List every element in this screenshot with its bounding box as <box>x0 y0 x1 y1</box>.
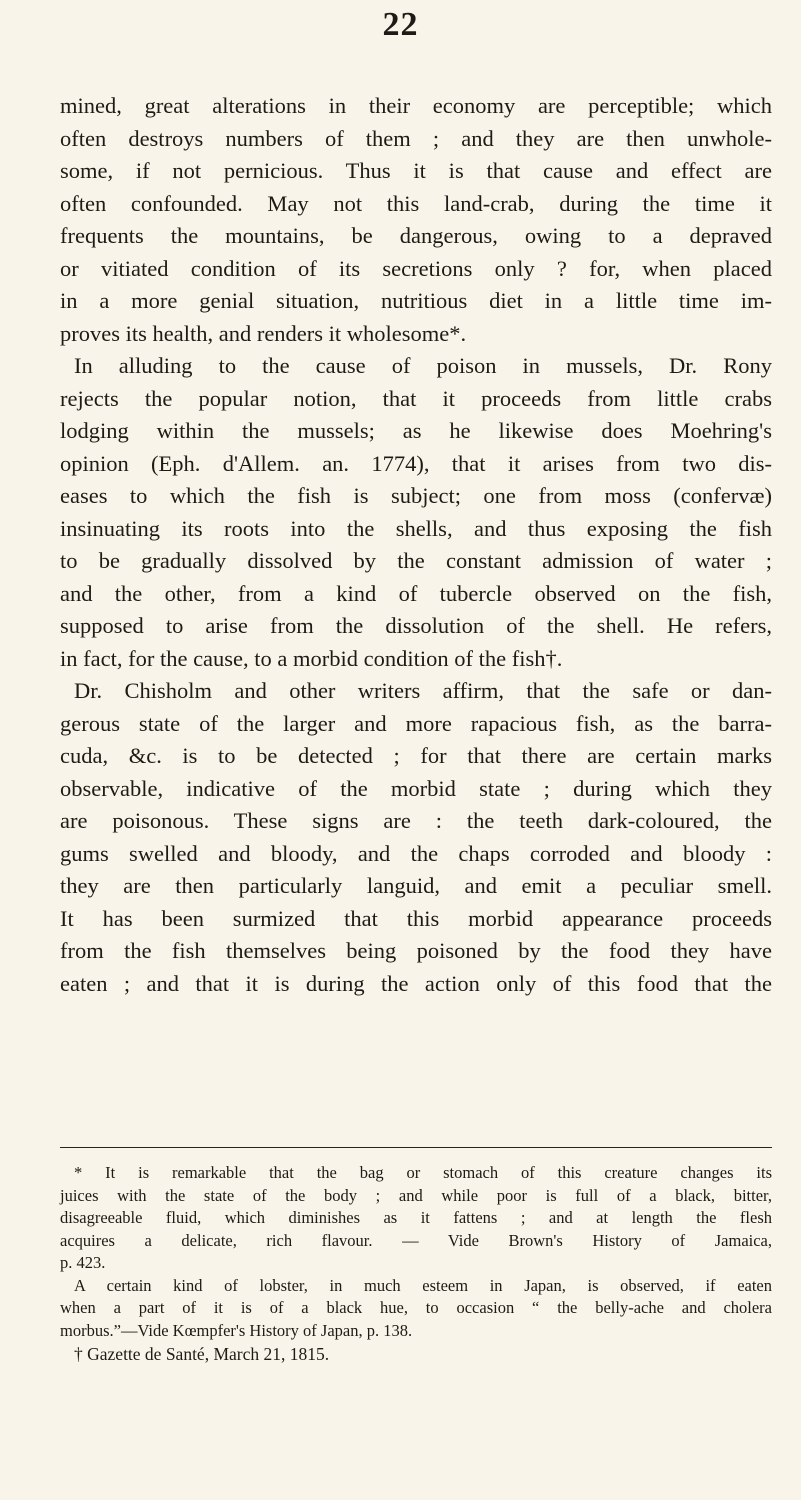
text-line: in fact, for the cause, to a morbid condition of the fish†. <box>60 645 563 671</box>
footnote-line: * It is remarkable that the bag or stomach of this creature changes its <box>74 1163 772 1182</box>
text-line: or vitiated condition of its secretions only ? for, when placed <box>60 255 772 281</box>
footnote-line: morbus.”—Vide Kœmpfer's History of Japan, p. 138. <box>60 1320 413 1340</box>
footnote-line: juices with the state of the body ; and while poor is full of a black, bitter, <box>60 1185 772 1205</box>
text-line: are poisonous. These signs are : the teeth dark-coloured, the <box>60 808 772 833</box>
text-line: proves its health, and renders it wholesome*. <box>60 320 467 346</box>
text-line: rejects the popular notion, that it proceeds from little crabs <box>60 385 772 411</box>
text-line: gerous state of the larger and more rapacious fish, as the barra- <box>60 710 772 736</box>
text-line: mined, great alterations in their economy are perceptible; which <box>60 93 772 118</box>
text-line: cuda, &c. is to be detected ; for that there are certain marks <box>60 743 772 768</box>
footnote-line: when a part of it is of a black hue, to occasion “ the belly-ache and cholera <box>60 1298 772 1317</box>
text-line: eases to which the fish is subject; one from moss (confervæ) <box>60 483 772 508</box>
text-line: in a more genial situation, nutritious diet in a little time im- <box>60 288 772 313</box>
text-line: from the fish themselves being poisoned by the food they have <box>60 938 772 963</box>
footnote-divider <box>60 1147 772 1148</box>
body-text <box>60 90 772 1000</box>
footnote-line: p. 423. <box>60 1253 106 1272</box>
text-line: It has been surmized that this morbid appearance proceeds <box>60 905 772 931</box>
footnote-line: disagreeable fluid, which diminishes as it fattens ; and at length the flesh <box>60 1208 772 1227</box>
page-number: 22 <box>382 6 419 43</box>
footnote-line: A certain kind of lobster, in much esteem in Japan, is observed, if eaten <box>74 1275 772 1295</box>
text-line: often confounded. May not this land-crab, during the time it <box>60 190 772 216</box>
text-line: opinion (Eph. d'Allem. an. 1774), that it arises from two dis- <box>60 450 772 476</box>
text-line: some, if not pernicious. Thus it is that cause and effect are <box>60 158 772 183</box>
text-line: and the other, from a kind of tubercle observed on the fish, <box>60 580 772 606</box>
text-line: lodging within the mussels; as he likewise does Moehring's <box>60 418 772 443</box>
text-line: insinuating its roots into the shells, and thus exposing the fish <box>60 515 772 541</box>
text-line: often destroys numbers of them ; and they are then unwhole- <box>60 125 772 151</box>
text-line: In alluding to the cause of poison in mussels, Dr. Rony <box>74 353 772 378</box>
footnote-line: † Gazette de Santé, March 21, 1815. <box>74 1344 330 1364</box>
footnotes <box>60 1162 772 1366</box>
text-line: eaten ; and that it is during the action only of this food that the <box>60 970 772 996</box>
text-line: gums swelled and bloody, and the chaps corroded and bloody : <box>60 840 772 866</box>
text-line: Dr. Chisholm and other writers affirm, that the safe or dan- <box>74 678 772 703</box>
text-line: frequents the mountains, be dangerous, owing to a depraved <box>60 223 772 248</box>
text-line: observable, indicative of the morbid state ; during which they <box>60 775 772 801</box>
footnote-line: acquires a delicate, rich flavour. — Vide Brown's History of Jamaica, <box>60 1230 772 1250</box>
text-line: to be gradually dissolved by the constant admission of water ; <box>60 548 772 573</box>
text-line: they are then particularly languid, and emit a peculiar smell. <box>60 873 772 898</box>
text-line: supposed to arise from the dissolution of the shell. He refers, <box>60 613 772 638</box>
